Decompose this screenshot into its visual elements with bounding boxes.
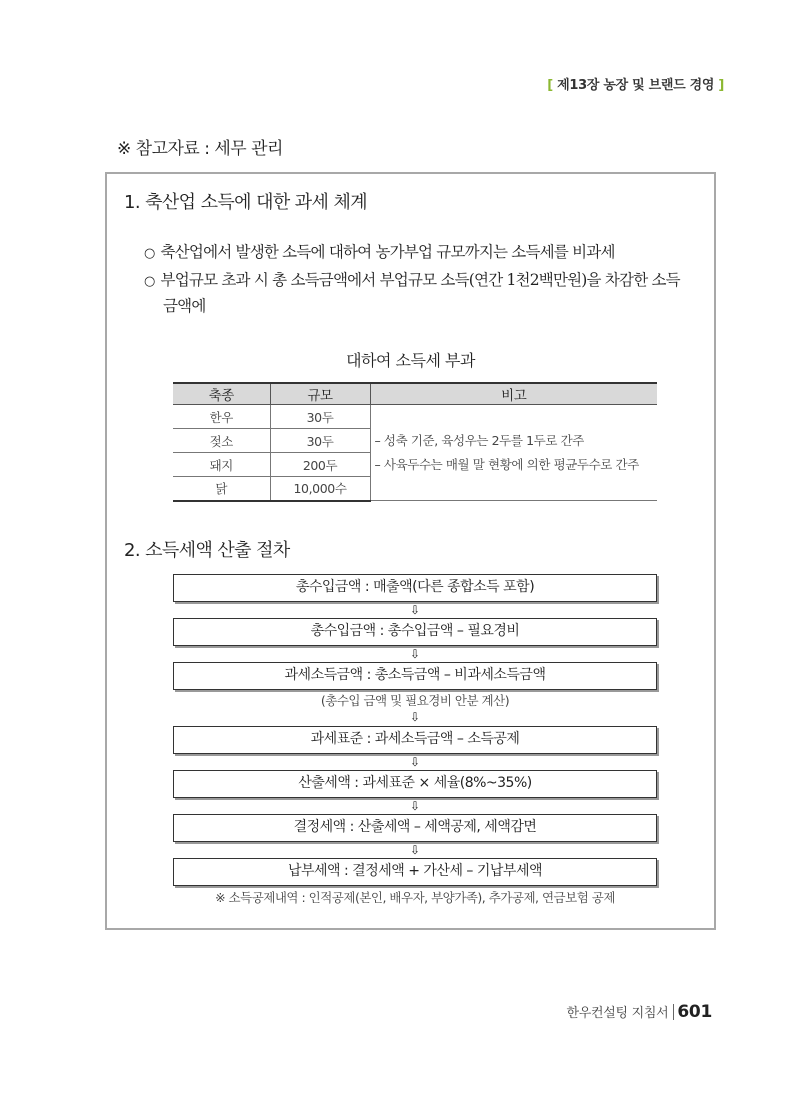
down-arrow-icon: ⇩ [409, 647, 421, 661]
table-row [173, 405, 657, 429]
bullet-item [144, 268, 680, 290]
bullet-text: 부업규모 초과 시 총 소득금액에서 부업규모 소득(연간 1천2백만원)을 차감한 소득 [160, 271, 680, 289]
livestock-scale-table [173, 382, 657, 502]
table-header-row [173, 383, 657, 405]
column-header-note: 비고 [370, 383, 657, 405]
down-arrow-icon: ⇩ [409, 603, 421, 617]
flow-step: 총수입금액 : 매출액(다른 종합소득 포함) [173, 574, 657, 602]
page-footer [567, 1002, 713, 1022]
down-arrow-icon: ⇩ [409, 710, 421, 724]
section2-title: 2. 소득세액 산출 절차 [124, 540, 290, 561]
bullet-item [144, 240, 615, 262]
flow-step: 과세소득금액 : 총소득금액 – 비과세소득금액 [173, 662, 657, 690]
header-bracket-open: [ [547, 78, 553, 93]
circle-bullet-icon: ○ [144, 246, 155, 261]
bullet-text: 축산업에서 발생한 소득에 대하여 농가부업 규모까지는 소득세를 비과세 [160, 243, 615, 261]
circle-bullet-icon: ○ [144, 274, 155, 289]
content-box [105, 172, 716, 930]
flow-step: 총수입금액 : 총수입금액 – 필요경비 [173, 618, 657, 646]
page-number: 601 [677, 1002, 712, 1022]
flow-step: 과세표준 : 과세소득금액 – 소득공제 [173, 726, 657, 754]
scale-cell: 30두 [270, 429, 370, 453]
scale-cell: 10,000수 [270, 477, 370, 501]
footer-divider [673, 1004, 674, 1020]
flow-step: 납부세액 : 결정세액 + 가산세 – 기납부세액 [173, 858, 657, 886]
species-cell: 젖소 [173, 429, 270, 453]
scale-cell: 30두 [270, 405, 370, 429]
species-cell: 한우 [173, 405, 270, 429]
column-header-scale: 규모 [270, 383, 370, 405]
note-line: – 성축 기준, 육성우는 2두를 1두로 간주 [374, 432, 584, 448]
section1-title: 1. 축산업 소득에 대한 과세 체계 [124, 192, 368, 213]
down-arrow-icon: ⇩ [409, 843, 421, 857]
header-bracket-close: ] [718, 78, 724, 93]
species-cell: 닭 [173, 477, 270, 501]
down-arrow-icon: ⇩ [409, 799, 421, 813]
species-cell: 돼지 [173, 453, 270, 477]
scale-cell: 200두 [270, 453, 370, 477]
footnote: ※ 소득공제내역 : 인적공제(본인, 배우자, 부양가족), 추가공제, 연금보험 공제 [215, 890, 615, 905]
book-title: 한우컨설팅 지침서 [566, 1006, 669, 1021]
reference-title: ※ 참고자료 : 세무 관리 [117, 139, 283, 159]
note-line: – 사육두수는 매월 말 현황에 의한 평균두수로 간주 [374, 456, 639, 472]
flow-step: 결정세액 : 산출세액 – 세액공제, 세액감면 [173, 814, 657, 842]
column-header-species: 축종 [173, 383, 270, 405]
down-arrow-icon: ⇩ [409, 755, 421, 769]
step-note: (총수입 금액 및 필요경비 안분 계산) [320, 693, 510, 708]
note-cell [370, 405, 657, 501]
chapter-header [547, 74, 724, 93]
bullet-continuation: 금액에 [163, 297, 206, 315]
flow-step: 산출세액 : 과세표준 × 세율(8%~35%) [173, 770, 657, 798]
table-caption: 대하여 소득세 부과 [346, 351, 475, 370]
chapter-title: 제13장 농장 및 브랜드 경영 [557, 78, 715, 93]
